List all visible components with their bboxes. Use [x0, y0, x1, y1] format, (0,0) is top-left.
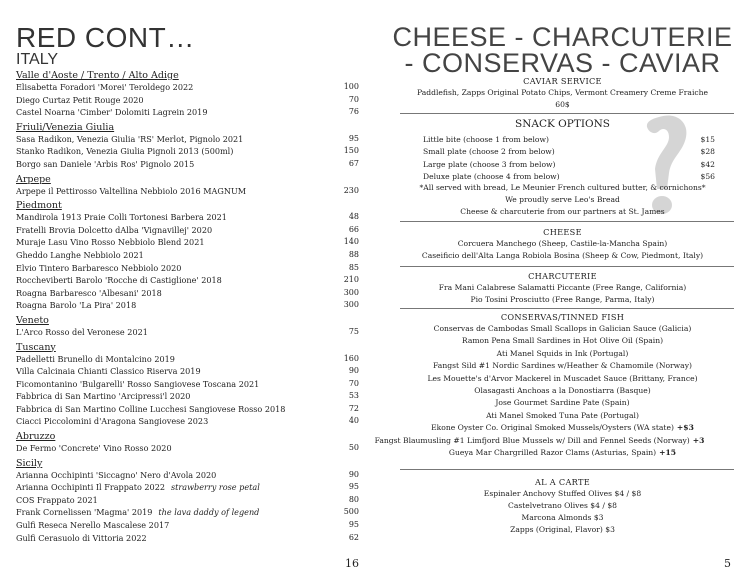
snack-option-label: Deluxe plate (choose 4 from below) — [423, 171, 560, 181]
wine-price: 48 — [348, 212, 359, 222]
snack-option-price: $56 — [700, 171, 715, 181]
conservas-item-text: Olasagasti Anchoas a la Donostiarra (Basque) — [474, 386, 651, 396]
conservas-item-text: Ramon Pena Small Sardines in Hot Olive Oil (Spain) — [461, 336, 664, 346]
wine-row — [16, 469, 359, 482]
region-heading: Veneto — [16, 314, 49, 326]
snack-option-label: Little bite (choose 1 from below) — [423, 135, 549, 144]
country-heading: ITALY — [16, 51, 59, 68]
conservas-heading: CONSERVAS/TINNED FISH — [500, 312, 625, 322]
conservas-item-text: Les Mouette's d'Arvor Mackerel in Muscadet Sauce (Brittany, France) — [427, 373, 698, 383]
wine-title: Elisabetta Foradori 'Morei' Teroldego 2022 — [16, 82, 194, 92]
wine-row — [16, 494, 359, 507]
conservas-item-text: Fangst Sild #1 Nordic Sardines w/Heather & Chamomile (Norway) — [433, 361, 692, 371]
conservas-item — [375, 373, 750, 385]
wine-title: Mandirola 1913 Praie Colli Tortonesi Barbera 2021 — [16, 212, 227, 223]
wine-title: Arianna Occhipinti 'Siccagno' Nero d'Avola 2020 — [16, 469, 217, 480]
wine-row — [16, 81, 359, 94]
wine-name — [16, 365, 201, 378]
wine-price: 80 — [348, 494, 359, 504]
snack-options-list — [423, 134, 715, 183]
conservas-item-text: Gueya Mar Chargrilled Razor Clams (Asturias, Spain) — [448, 448, 657, 458]
wine-name — [16, 353, 175, 366]
wine-price: 75 — [348, 326, 359, 336]
wine-title: Sasa Radikon, Venezia Giulia 'RS' Merlot, Pignolo 2021 — [16, 133, 244, 144]
wine-title: Roagna Barolo 'La Pira' 2018 — [16, 300, 137, 311]
conservas-item-text: Ati Manel Squids in Ink (Portugal) — [496, 348, 629, 358]
divider — [400, 266, 734, 267]
wine-title: Fratelli Brovia Dolcetto dAlba 'Vignavillej' 2020 — [16, 224, 213, 235]
wine-title: Arianna Occhipinti Il Frappato 2022 — [16, 482, 166, 493]
wine-title: Castel Noarna 'Cimber' Dolomiti Lagrein 2019 — [16, 107, 208, 118]
wine-price: 90 — [348, 469, 359, 479]
wine-title: Muraje Lasu Vino Rosso Nebbiolo Blend 2021 — [16, 237, 205, 248]
snack-option-label: Large plate (choose 3 from below) — [423, 159, 556, 169]
wine-name — [16, 287, 162, 300]
wine-price: 70 — [348, 378, 359, 388]
wine-price: 150 — [343, 146, 359, 156]
wine-name — [16, 299, 136, 312]
wine-row — [16, 353, 359, 366]
wine-price: 230 — [343, 185, 359, 195]
snack-option-price: $42 — [700, 159, 715, 169]
divider — [400, 308, 734, 309]
conservas-item — [375, 397, 750, 409]
cheese-item: Corcuera Manchego (Sheep, Castile-la-Mancha Spain) — [457, 239, 668, 248]
snack-note-partners: Cheese & charcuterie from our partners at St. James — [460, 207, 665, 216]
wine-row — [16, 185, 359, 198]
wine-row — [16, 236, 359, 249]
conservas-item-surcharge: +3 — [692, 435, 705, 445]
region-heading: Arpepe — [16, 173, 51, 185]
wine-row — [16, 94, 359, 107]
wine-price: 300 — [343, 287, 359, 297]
wine-price: 76 — [348, 107, 359, 117]
cheese-item: Caseificio dell'Alta Langa Robiola Bosina (Sheep & Cow, Piedmont, Italy) — [421, 251, 704, 260]
wine-row — [16, 326, 359, 339]
region-heading: Valle d'Aoste / Trento / Alto Adige — [16, 70, 179, 81]
wine-title: Gulfi Reseca Nerello Mascalese 2017 — [16, 520, 170, 531]
wine-title: Villa Calcinaia Chianti Classico Riserva 2019 — [16, 366, 201, 377]
wine-price: 500 — [343, 507, 359, 517]
charcuterie-heading: CHARCUTERIE — [528, 271, 597, 281]
wine-title: Frank Cornelissen 'Magma' 2019 — [16, 507, 153, 518]
wine-title: Gulfi Cerasuolo di Vittoria 2022 — [16, 532, 147, 543]
region-heading: Friuli/Venezia Giulia — [16, 121, 115, 133]
conservas-item — [375, 385, 750, 397]
wine-price: 88 — [348, 249, 359, 259]
wine-price: 95 — [348, 520, 359, 530]
cheese-heading: CHEESE — [543, 227, 582, 237]
wine-name — [16, 106, 207, 119]
snack-option-label: Small plate (choose 2 from below) — [423, 147, 555, 157]
divider — [400, 221, 734, 222]
wine-row — [16, 249, 359, 262]
wine-price: 40 — [348, 416, 359, 426]
wine-name — [16, 469, 216, 482]
wine-name — [16, 224, 212, 237]
wine-row — [16, 390, 359, 403]
right-page — [375, 0, 750, 579]
page-title: RED CONT… — [16, 22, 195, 53]
wine-title: Diego Curtaz Petit Rouge 2020 — [16, 94, 144, 105]
conservas-item-text: Ekone Oyster Co. Original Smoked Mussels/Oysters (WA state) — [431, 423, 674, 433]
wine-name — [16, 494, 98, 507]
wine-title: Ciacci Piccolomini d'Aragona Sangiovese 2023 — [16, 416, 209, 427]
wine-price: 95 — [348, 133, 359, 143]
wine-price: 70 — [348, 94, 359, 104]
wine-name — [16, 145, 233, 158]
menu-title-line1: CHEESE - CHARCUTERIE — [392, 22, 733, 52]
region-heading: Abruzzo — [16, 431, 56, 443]
wine-name — [16, 378, 259, 391]
caviar-heading: CAVIAR SERVICE — [523, 76, 602, 86]
wine-title: Gheddo Langhe Nebbiolo 2021 — [16, 249, 144, 260]
wine-title: Borgo san Daniele 'Arbis Ros' Pignolo 2015 — [16, 158, 195, 169]
conservas-item-text: Conservas de Cambodas Small Scallops in Galician Sauce (Galicia) — [433, 324, 692, 333]
wine-tasting-note: strawberry rose petal — [171, 482, 260, 493]
conservas-item — [375, 348, 750, 360]
menu-title-line2: - CONSERVAS - CAVIAR — [404, 48, 721, 78]
wine-name — [16, 326, 148, 339]
wine-name — [16, 185, 246, 198]
wine-title: Roagna Barbaresco 'Albesani' 2018 — [16, 287, 162, 298]
snack-option-row — [423, 159, 715, 171]
caviar-description: Paddlefish, Zapps Original Potato Chips, Vermont Creamery Creme Fraiche — [416, 88, 709, 97]
wine-title: Fabbrica di San Martino 'Arcipressi'l 2020 — [16, 391, 191, 402]
snack-note-served: *All served with bread, Le Meunier French cultured butter, & cornichons* — [419, 183, 706, 192]
wine-row — [16, 211, 359, 224]
wine-row — [16, 365, 359, 378]
wine-row — [16, 287, 359, 300]
alacarte-item: Marcona Almonds $3 — [521, 513, 604, 522]
wine-price: 67 — [348, 158, 359, 168]
wine-name — [16, 274, 222, 287]
wine-name — [16, 158, 194, 171]
wine-title: L'Arco Rosso del Veronese 2021 — [16, 326, 148, 337]
alacarte-item: Castelvetrano Olives $4 / $8 — [508, 501, 617, 510]
wine-row — [16, 133, 359, 146]
conservas-item-text: Fangst Blaumusling #1 Limfjord Blue Mussels w/ Dill and Fennel Seeds (Norway) — [374, 435, 690, 445]
wine-name — [16, 481, 260, 494]
region-heading: Sicily — [16, 457, 43, 469]
wine-list — [16, 67, 359, 544]
wine-title: Elvio Tintero Barbaresco Nebbiolo 2020 — [16, 262, 182, 273]
snack-option-price: $28 — [700, 147, 715, 157]
wine-price: 72 — [348, 403, 359, 413]
wine-title: Ficomontanino 'Bulgarelli' Rosso Sangiovese Toscana 2021 — [16, 378, 260, 389]
wine-row — [16, 106, 359, 119]
charcuterie-item: Fra Mani Calabrese Salamatti Piccante (Free Range, California) — [438, 283, 687, 292]
wine-name — [16, 532, 147, 545]
wine-price: 85 — [348, 262, 359, 272]
wine-row — [16, 481, 359, 494]
wine-row — [16, 506, 359, 519]
wine-row — [16, 224, 359, 237]
wine-row — [16, 403, 359, 416]
charcuterie-item: Pio Tosini Prosciutto (Free Range, Parma, Italy) — [470, 295, 655, 304]
region-heading: Tuscany — [16, 341, 56, 353]
wine-price: 66 — [348, 224, 359, 234]
wine-name — [16, 415, 208, 428]
region-heading: Piedmont — [16, 200, 62, 212]
wine-row — [16, 415, 359, 428]
wine-title: Padelletti Brunello di Montalcino 2019 — [16, 353, 175, 364]
snack-option-row — [423, 134, 715, 146]
conservas-item — [329, 435, 750, 447]
divider — [400, 113, 734, 114]
conservas-item — [375, 422, 750, 434]
wine-name — [16, 262, 181, 275]
wine-name — [16, 236, 205, 249]
conservas-item — [375, 360, 750, 372]
conservas-item — [375, 447, 750, 459]
wine-title: Roccheviberti Barolo 'Rocche di Castiglione' 2018 — [16, 275, 222, 286]
wine-name — [16, 211, 227, 224]
conservas-item-text: Ati Manel Smoked Tuna Pate (Portugal) — [486, 410, 639, 420]
wine-name — [16, 519, 169, 532]
wine-row — [16, 299, 359, 312]
conservas-item — [375, 410, 750, 422]
wine-price: 140 — [343, 237, 359, 247]
wine-row — [16, 262, 359, 275]
wine-name — [16, 403, 285, 416]
snack-option-row — [423, 146, 715, 158]
wine-name — [16, 94, 144, 107]
wine-row — [16, 442, 359, 455]
wine-row — [16, 145, 359, 158]
wine-name — [16, 133, 243, 146]
wine-row — [16, 378, 359, 391]
alacarte-heading: AL A CARTE — [534, 477, 591, 487]
snack-heading: SNACK OPTIONS — [515, 118, 610, 130]
page-number-right: 5 — [724, 557, 731, 570]
wine-name — [16, 442, 172, 455]
alacarte-item: Espinaler Anchovy Stuffed Olives $4 / $8 — [483, 489, 642, 498]
caviar-price: 60$ — [555, 100, 570, 109]
wine-row — [16, 519, 359, 532]
wine-price: 300 — [343, 300, 359, 310]
wine-title: COS Frappato 2021 — [16, 494, 98, 505]
wine-price: 50 — [348, 443, 359, 453]
wine-title: De Fermo 'Concrete' Vino Rosso 2020 — [16, 443, 172, 454]
conservas-item-surcharge: +15 — [659, 448, 677, 458]
page-number-left: 16 — [345, 557, 359, 570]
wine-price: 90 — [348, 366, 359, 376]
wine-price: 210 — [343, 275, 359, 285]
wine-title: Fabbrica di San Martino Colline Lucchesi Sangiovese Rosso 2018 — [16, 403, 286, 414]
snack-option-price: $15 — [700, 135, 715, 144]
alacarte-item: Zapps (Original, Flavor) $3 — [510, 525, 615, 534]
wine-price: 62 — [348, 532, 359, 542]
snack-note-bread: We proudly serve Leo's Bread — [505, 195, 620, 204]
conservas-item — [375, 323, 750, 335]
wine-title: Stanko Radikon, Venezia Giulia Pignoli 2013 (500ml) — [16, 146, 234, 157]
wine-price: 100 — [343, 82, 359, 91]
wine-row — [16, 274, 359, 287]
wine-row — [16, 532, 359, 545]
wine-row — [16, 158, 359, 171]
wine-price: 160 — [343, 353, 359, 363]
wine-name — [16, 390, 190, 403]
wine-name — [16, 249, 144, 262]
wine-price: 95 — [348, 482, 359, 492]
conservas-item-text: Jose Gourmet Sardine Pate (Spain) — [495, 398, 630, 408]
wine-name — [16, 81, 193, 94]
conservas-item — [375, 335, 750, 347]
conservas-list — [375, 323, 750, 459]
conservas-item-surcharge: +$3 — [676, 423, 694, 433]
wine-title: Arpepe il Pettirosso Valtellina Nebbiolo 2016 MAGNUM — [16, 185, 247, 196]
wine-price: 53 — [348, 391, 359, 401]
wine-tasting-note: the lava daddy of legend — [158, 507, 260, 518]
wine-name — [16, 506, 259, 519]
divider — [400, 469, 734, 470]
